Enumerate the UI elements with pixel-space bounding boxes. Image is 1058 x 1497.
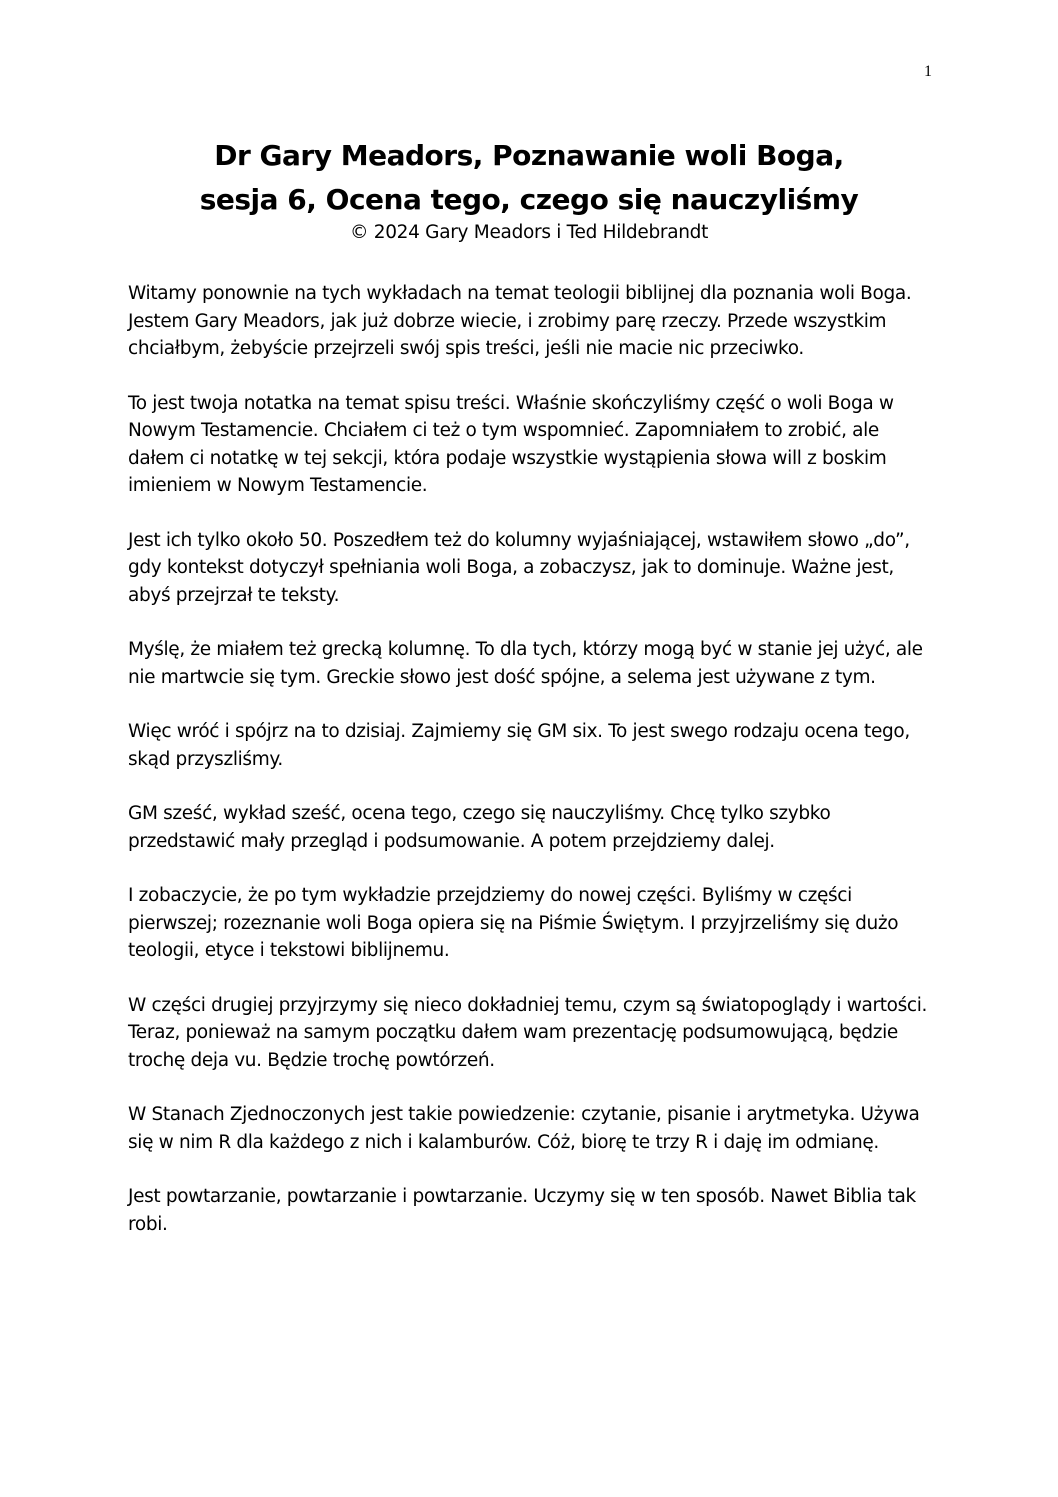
paragraph-5: Więc wróć i spójrz na to dzisiaj. Zajmiemy się GM six. To jest swego rodzaju ocena tego, skąd przyszliśmy.	[128, 721, 910, 770]
copyright-line: © 2024 Gary Meadors i Ted Hildebrandt	[349, 222, 709, 243]
title-line-2: sesja 6, Ocena tego, czego się nauczyliśmy	[199, 183, 859, 216]
page-number: 1	[924, 63, 932, 80]
title-line-1: Dr Gary Meadors, Poznawanie woli Boga,	[214, 139, 844, 172]
paragraph-1: Witamy ponownie na tych wykładach na temat teologii biblijnej dla poznania woli Boga. Jestem Gary Meadors, jak już dobrze wiecie, i zrobimy parę rzeczy. Przede wszystkim chciałbym, żebyście przejrzeli swój spis treści, jeśli nie macie nic przeciwko.	[128, 283, 912, 359]
paragraph-10: Jest powtarzanie, powtarzanie i powtarzanie. Uczymy się w ten sposób. Nawet Biblia tak robi.	[128, 1186, 916, 1235]
paragraph-4: Myślę, że miałem też grecką kolumnę. To dla tych, którzy mogą być w stanie jej użyć, ale nie martwcie się tym. Greckie słowo jest dość spójne, a selema jest używane z tym.	[128, 639, 923, 688]
paragraph-7: I zobaczycie, że po tym wykładzie przejdziemy do nowej części. Byliśmy w części pierwszej; rozeznanie woli Boga opiera się na Piśmie Świętym. I przyjrzeliśmy się dużo teologii, etyce i tekstowi biblijnemu.	[128, 885, 899, 961]
paragraph-2: To jest twoja notatka na temat spisu treści. Właśnie skończyliśmy część o woli Boga w Nowym Testamencie. Chciałem ci też o tym wspomnieć. Zapomniałem to zrobić, ale dałem ci notatkę w tej sekcji, która podaje wszystkie wystąpienia słowa will z boskim imieniem w Nowym Testamencie.	[128, 392, 894, 496]
paragraph-9: W Stanach Zjednoczonych jest takie powiedzenie: czytanie, pisanie i arytmetyka. Używa się w nim R dla każdego z nich i kalamburów. Cóż, biorę te trzy R i daję im odmianę.	[128, 1104, 920, 1153]
document-title	[100, 134, 958, 222]
paragraph-6: GM sześć, wykład sześć, ocena tego, czego się nauczyliśmy. Chcę tylko szybko przedstawić mały przegląd i podsumowanie. A potem przejdziemy dalej.	[128, 803, 831, 852]
document-body	[128, 280, 928, 1265]
paragraph-3: Jest ich tylko około 50. Poszedłem też do kolumny wyjaśniającej, wstawiłem słowo „do”, gdy kontekst dotyczył spełniania woli Boga, a zobaczysz, jak to dominuje. Ważne jest, abyś przejrzał te teksty.	[128, 529, 910, 606]
paragraph-8: W części drugiej przyjrzymy się nieco dokładniej temu, czym są światopoglądy i wartości. Teraz, ponieważ na samym początku dałem wam prezentację podsumowującą, będzie trochę deja vu. Będzie trochę powtórzeń.	[128, 994, 928, 1071]
